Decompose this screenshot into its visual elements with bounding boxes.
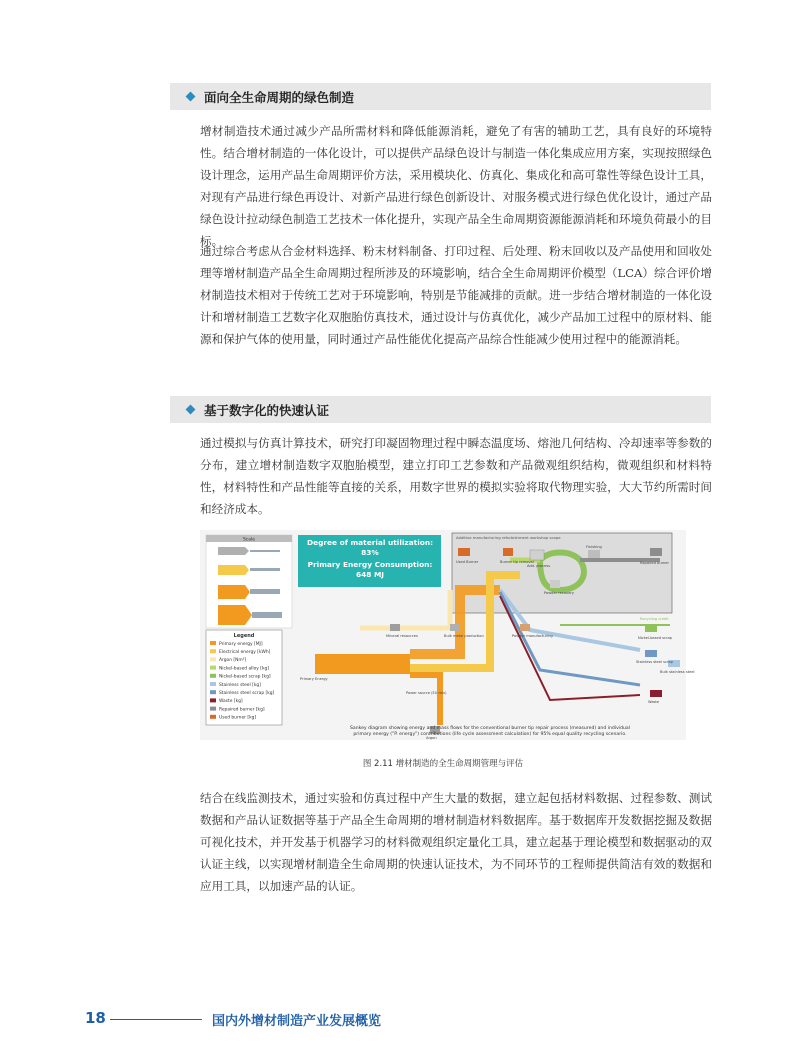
paragraph: 通过模拟与仿真计算技术，研究打印凝固物理过程中瞬态温度场、熔池几何结构、冷却速率等参数的分布，建立增材制造数字双胞胎模型，建立打印工艺参数和产品微观组织结构，微观组织和材料特性，材料特性和产品性能等直接的关系，用数字世界的模拟实验将取代物理实验，大大节约所需时间和经济成本。 <box>200 436 712 516</box>
flow-argon <box>360 590 450 628</box>
workshop-scope <box>452 533 672 613</box>
node-finishing: Finishing <box>586 545 602 549</box>
section-header-green-manufacturing <box>170 83 711 110</box>
legend-swatch <box>210 682 216 686</box>
bulk-metal-icon <box>450 624 460 631</box>
legend-label: Waste [kg] <box>219 699 243 705</box>
legend-swatch <box>210 641 216 645</box>
energy-value: 648 MJ <box>355 570 385 579</box>
legend-label: Nickel-based scrap [kg] <box>219 674 271 680</box>
scale-arrow <box>250 568 280 571</box>
finishing-icon <box>588 550 600 558</box>
powder-manufacturing-icon <box>520 624 530 631</box>
utilization-value: 83% <box>361 548 379 557</box>
node-powder-recovery: Powder recovery <box>544 591 575 595</box>
node-additive-process: Add. process <box>527 564 551 568</box>
legend-label: Stainless steel [kg] <box>219 682 261 688</box>
node-waste: Waste <box>648 700 660 704</box>
legend-label: Stainless steel scrap [kg] <box>219 691 275 696</box>
scale-arrow <box>218 565 249 575</box>
flow-power-source <box>410 675 440 725</box>
node-argon: Argon <box>426 736 437 740</box>
sankey-diagram <box>200 530 695 740</box>
node-power-source: Power source (EU mix) <box>406 691 447 695</box>
used-burner-icon <box>458 548 470 556</box>
waste-icon <box>650 690 662 697</box>
paragraph: 结合在线监测技术，通过实验和仿真过程中产生大量的数据，建立起包括材料数据、过程参数、测试数据和产品认证数据等基于产品全生命周期的增材制造材料数据库。基于数据库开发数据挖掘及数据可视化技术，并开发基于机器学习的材料微观组织定量化工具，建立起基于理论模型和数据驱动的双认证主线，以实现增材制造全生命周期的快速认证技术，为不同环节的工程师提供简洁有效的数据和应用工具，以加速产品的认证。 <box>200 791 712 893</box>
legend-title: Legend <box>233 633 255 639</box>
scale-arrow <box>250 550 280 552</box>
footer-divider <box>110 1019 202 1020</box>
mineral-resources-icon <box>390 624 400 631</box>
node-repaired-burner: Repaired burner <box>640 561 670 565</box>
legend-swatch <box>210 666 216 670</box>
section-header-digital-certification <box>170 396 711 423</box>
footer-title: 国内外增材制造产业发展概览 <box>212 1014 382 1029</box>
stainless-scrap-icon <box>645 650 657 657</box>
paragraph: 增材制造技术通过减少产品所需材料和降低能源消耗，避免了有害的辅助工艺，具有良好的环境特性。结合增材制造的一体化设计，可以提供产品绿色设计与制造一体化集成应用方案，实现按照绿色设计理念，运用产品生命周期评价方法，采用模块化、仿真化、集成化和高可靠性等绿色设计工具，对现有产品进行绿色再设计、对新产品进行绿色创新设计、对服务模式进行绿色优化设计，通过产品绿色设计拉动绿色制造工艺技术一体化提升，实现产品全生命周期资源能源消耗和环境负荷最小的目标。 <box>200 124 712 248</box>
node-bulk-metal: Bulk metal production <box>444 634 484 638</box>
scale-arrow <box>250 589 280 594</box>
legend-label: Primary energy [MJ] <box>219 641 263 647</box>
legend-swatch <box>210 649 216 653</box>
legend-label: Argon [Nm³] <box>219 658 247 664</box>
node-mineral-resources: Mineral resources <box>386 634 418 638</box>
nickel-scrap-icon <box>645 625 657 632</box>
legend-swatch <box>210 698 216 702</box>
node-stainless-scrap: Stainless steel scrap <box>636 660 673 664</box>
legend-swatch <box>210 657 216 661</box>
sankey-caption-line2: primary energy ("P. energy") contributions (life cycle assessment calculation) for 95% equal quality recycling scenario. <box>353 732 627 737</box>
node-used-burner: Used Burner <box>456 560 479 564</box>
legend-label: Electrical energy [kWh] <box>219 650 271 655</box>
node-burner-tip-removal: Burner tip removal <box>500 560 534 564</box>
diamond-bullet-icon <box>186 405 196 415</box>
legend-swatch <box>210 674 216 678</box>
scale-title: Scale <box>242 537 256 543</box>
energy-title: Primary Energy Consumption: <box>307 560 433 569</box>
section-title: 基于数字化的快速认证 <box>204 402 330 418</box>
powder-recovery-icon <box>550 580 560 588</box>
scale-arrow <box>218 605 252 625</box>
diamond-bullet-icon <box>186 92 196 102</box>
section-title: 面向全生命周期的绿色制造 <box>204 89 355 105</box>
node-nickel-scrap: Nickel-based scrap <box>638 636 672 640</box>
node-bulk-stainless: Bulk stainless steel <box>660 670 695 674</box>
page-number: 18 <box>85 1009 106 1027</box>
figure-caption: 图 2.11 增材制造的全生命周期管理与评估 <box>362 759 524 769</box>
legend-label: Nickel-based alloy [kg] <box>219 666 270 672</box>
burner-tip-removal-icon <box>503 548 513 556</box>
scale-arrow <box>252 612 282 618</box>
sankey-figure <box>200 530 695 740</box>
additive-process-icon <box>530 550 544 560</box>
node-powder-manufacturing: Powder manufacturing <box>512 634 553 638</box>
legend-swatch <box>210 690 216 694</box>
legend-label: Repaired burner [kg] <box>219 707 265 713</box>
node-primary-energy: Primary Energy <box>300 677 328 681</box>
node-recycling-credit: Recycling credit <box>640 617 669 621</box>
paragraph: 通过综合考虑从合金材料选择、粉末材料制备、打印过程、后处理、粉末回收以及产品使用和回收处理等增材制造产品全生命周期过程所涉及的环境影响，结合全生命周期评价模型（LCA）综合评价增材制造技术相对于传统工艺对于环境影响，特别是节能减排的贡献。进一步结合增材制造的一体化设计和增材制造工艺数字化双胞胎仿真技术，通过设计与仿真优化，减少产品加工过程中的原材料、能源和保护气体的使用量，同时通过产品性能优化提高产品综合性能减少使用过程中的能源消耗。 <box>200 244 712 346</box>
legend-label: Used burner [kg] <box>219 715 257 721</box>
repaired-burner-icon <box>650 548 662 556</box>
utilization-title: Degree of material utilization: <box>306 538 434 547</box>
scale-arrow <box>218 547 249 555</box>
sankey-caption-line1: Sankey diagram showing energy and mass flows for the conventional burner tip repair process (measured) and individual <box>349 726 631 731</box>
legend-swatch <box>210 715 216 719</box>
legend-swatch <box>210 707 216 711</box>
scale-arrow <box>218 585 250 599</box>
scope-label: Additive manufacturing refurbishment workshop scope <box>456 535 561 540</box>
